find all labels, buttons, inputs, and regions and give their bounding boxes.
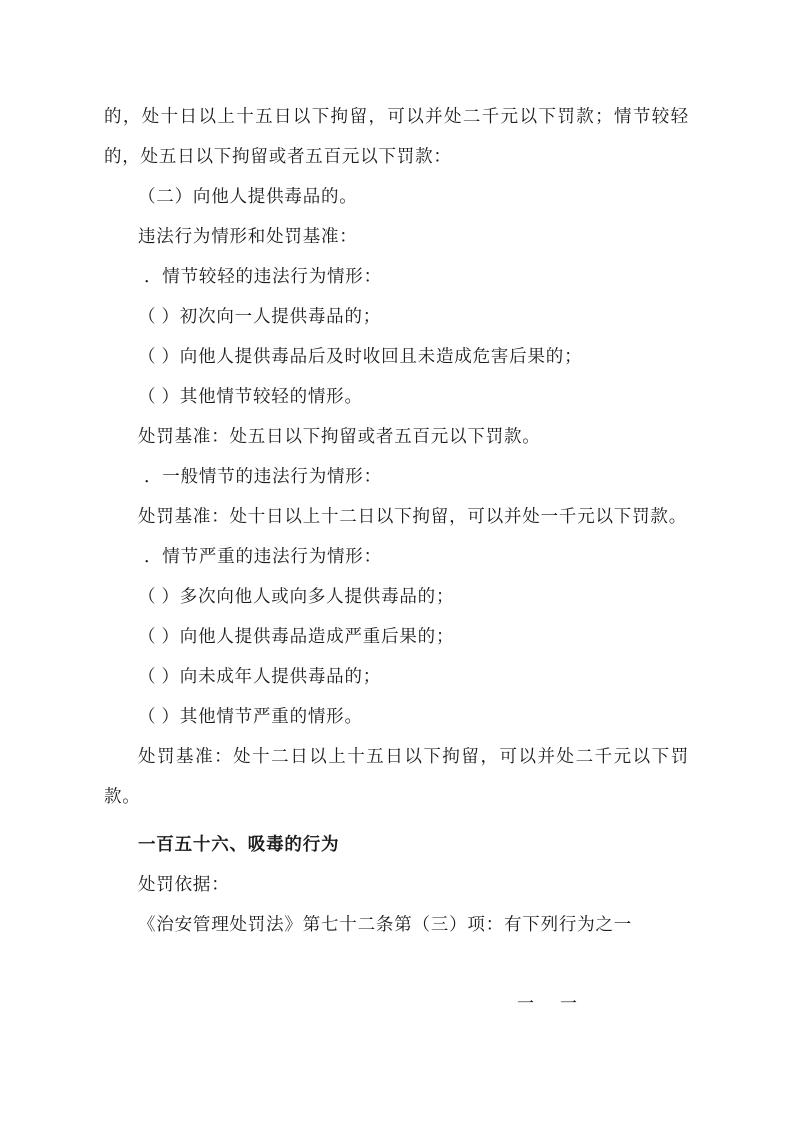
paragraph: （ ）向他人提供毒品后及时收回且未造成危害后果的； [138,346,583,366]
paragraph: （ ）初次向一人提供毒品的； [138,306,382,326]
page-number: 一一 [517,994,603,1013]
paragraph: 违法行为情形和处罚基准： [138,226,358,246]
paragraph: （ ）其他情节较轻的情形。 [138,386,363,406]
paragraph: 《治安管理处罚法》第七十二条第（三）项：有下列行为之一 [138,914,633,934]
paragraph: 处罚基准：处十日以上十二日以下拘留，可以并处一千元以下罚款。 [138,506,687,526]
page-footer [104,990,689,1014]
paragraph: （ ）向未成年人提供毒品的； [138,666,382,686]
paragraph: ．情节较轻的违法行为情形： [144,266,382,286]
document-body [104,96,689,944]
paragraph: 处罚基准：处五日以下拘留或者五百元以下罚款。 [138,426,541,446]
paragraph: 处罚基准：处十二日以上十五日以下拘留，可以并处二千元以下罚款。 [104,746,689,806]
paragraph: 处罚依据： [138,874,230,894]
paragraph: （ ）多次向他人或向多人提供毒品的； [138,586,455,606]
paragraph: 的，处十日以上十五日以下拘留，可以并处二千元以下罚款；情节较轻的，处五日以下拘留或者五百元以下罚款： [104,106,689,166]
section-heading: 一百五十六、吸毒的行为 [138,834,340,854]
paragraph: ．一般情节的违法行为情形： [144,466,382,486]
paragraph: （ ）向他人提供毒品造成严重后果的； [138,626,455,646]
paragraph: ．情节严重的违法行为情形： [144,546,382,566]
paragraph: （二）向他人提供毒品的。 [138,186,358,206]
paragraph: （ ）其他情节严重的情形。 [138,706,363,726]
